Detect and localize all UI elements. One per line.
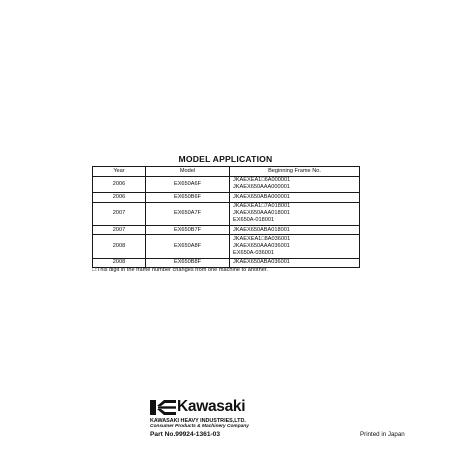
frame-number: JKAEX650ABA018001 — [233, 226, 290, 233]
frame-number: JKAEXEA1□7A018001 — [233, 203, 291, 210]
header-year: Year — [93, 167, 146, 177]
frame-number: JKAEX650ABA036001 — [233, 259, 290, 266]
table-row — [93, 225, 360, 235]
company-name: KAWASAKI HEAVY INDUSTRIES,LTD. — [150, 418, 246, 424]
frame-number: JKAEXEA1□8A036001 — [233, 236, 291, 243]
cell-year: 2008 — [93, 235, 146, 258]
cell-model: EX650A8F — [146, 235, 230, 258]
cell-frames — [230, 202, 360, 225]
table-row — [93, 176, 360, 192]
table-row — [93, 235, 360, 258]
cell-year: 2007 — [93, 225, 146, 235]
frame-number: JKAEX650ABA000001 — [233, 193, 290, 200]
cell-frames — [230, 176, 360, 192]
model-application-table — [92, 166, 360, 268]
cell-year: 2008 — [93, 258, 146, 268]
frame-number: EX650A-036001 — [233, 249, 275, 256]
printed-in: Printed in Japan — [360, 431, 405, 438]
cell-model: EX650A6F — [146, 176, 230, 192]
frame-digit-footnote: □:This digit in the frame number changes from one machine to another. — [92, 267, 268, 273]
cell-year: 2006 — [93, 176, 146, 192]
kawasaki-river-mark-icon — [150, 400, 176, 415]
frame-number: EX650A-018001 — [233, 217, 275, 224]
frame-number: JKAEX650AAA018001 — [233, 210, 290, 217]
cell-model: EX650B8F — [146, 258, 230, 268]
part-number: Part No.99924-1361-03 — [150, 431, 221, 438]
cell-model: EX650B6F — [146, 193, 230, 203]
kawasaki-logo — [150, 398, 290, 418]
cell-frames — [230, 225, 360, 235]
company-division: Consumer Products & Machinery Company — [150, 424, 249, 429]
header-frame-number: Beginning Frame No. — [230, 167, 360, 177]
table-header-row — [93, 167, 360, 177]
frame-number: JKAEX650AAA036001 — [233, 243, 290, 250]
cell-frames — [230, 235, 360, 258]
frame-number: JKAEX650AAA000001 — [233, 184, 290, 191]
frame-number: JKAEXEA1□6A000001 — [233, 177, 291, 184]
table-row — [93, 202, 360, 225]
cell-model: EX650A7F — [146, 202, 230, 225]
cell-year: 2006 — [93, 193, 146, 203]
brand-wordmark: Kawasaki — [177, 398, 246, 415]
header-model: Model — [146, 167, 230, 177]
cell-year: 2007 — [93, 202, 146, 225]
table-row — [93, 193, 360, 203]
cell-frames — [230, 193, 360, 203]
cell-model: EX650B7F — [146, 225, 230, 235]
section-title: MODEL APPLICATION — [178, 154, 273, 164]
